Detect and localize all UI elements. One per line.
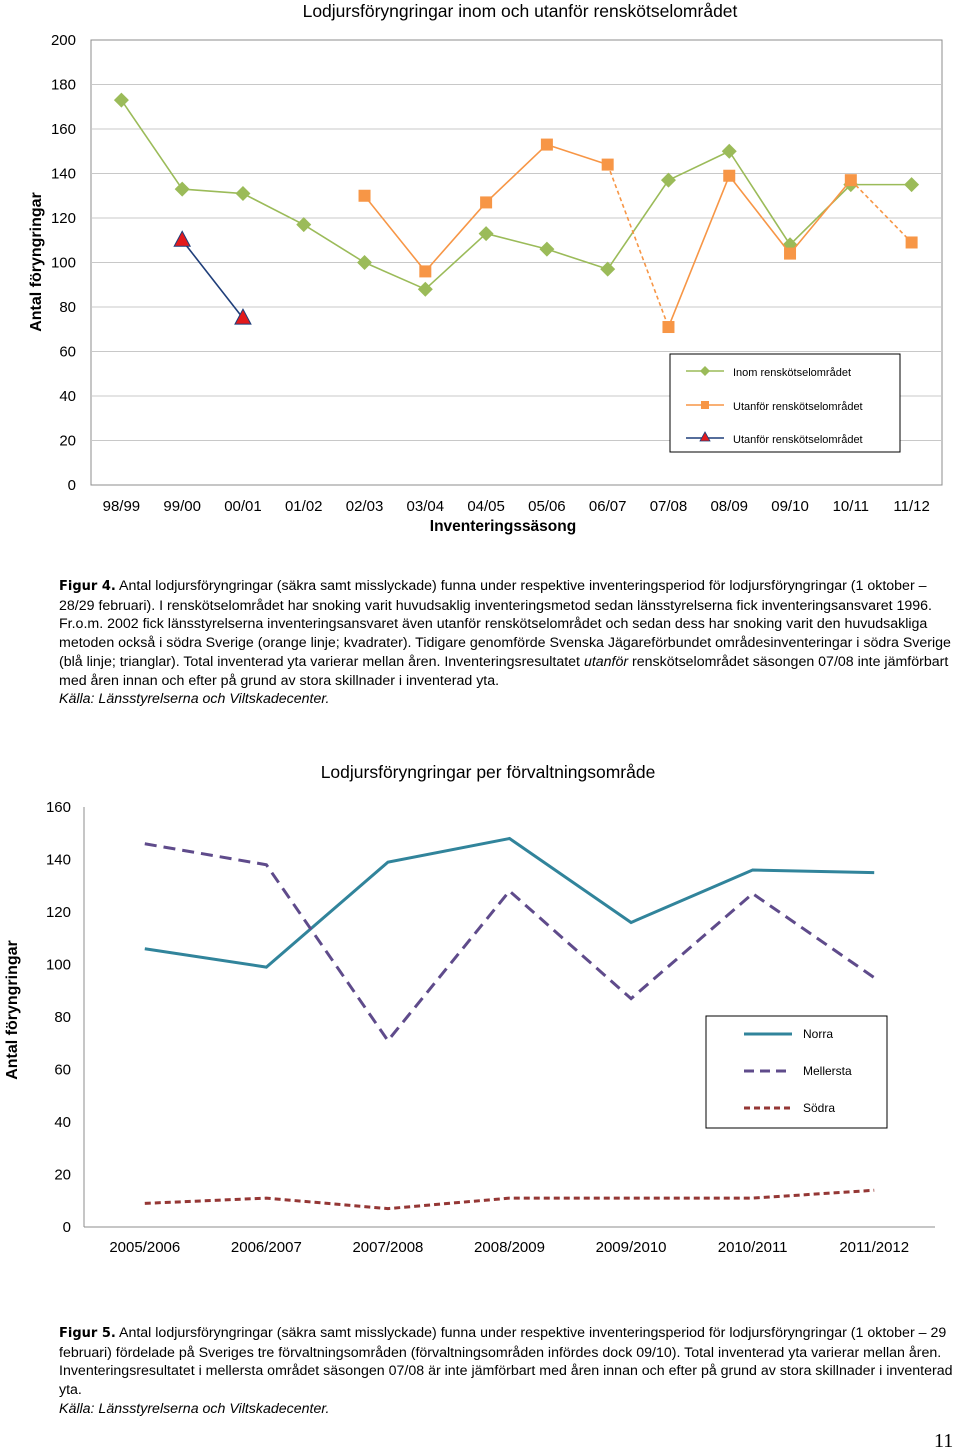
figure-5-caption: [59, 1324, 959, 1419]
series-line-segment: [486, 234, 547, 250]
data-point: [541, 139, 553, 151]
series-1: [359, 139, 918, 333]
chart1-y-tick-labels: [51, 32, 76, 494]
chart1-title: Lodjursföryngringar inom och utanför renskötselområdet: [302, 1, 738, 21]
x-tick-label: 10/11: [832, 498, 870, 515]
legend-label-utanfor-orange: Utanför renskötselområdet: [733, 401, 863, 413]
series-line-segment: [365, 196, 426, 272]
series-line-segment: [243, 194, 304, 225]
legend-label-norra: Norra: [803, 1027, 834, 1041]
chart1-x-tick-labels: [103, 498, 930, 515]
chart2-ylabel: Antal föryngringar: [4, 940, 21, 1080]
y-tick-label: 120: [50, 210, 76, 227]
chart2-title: Lodjursföryngringar per förvaltningsområde: [320, 762, 656, 782]
y-tick-label: 160: [45, 799, 71, 816]
y-tick-label: 180: [50, 76, 76, 94]
series-line-segment: [182, 189, 243, 193]
series-line-segment: [668, 176, 729, 327]
series-line-segment: [608, 165, 669, 327]
y-tick-label: 60: [59, 343, 76, 361]
figure-4-label: Figur 4.: [59, 579, 116, 594]
x-tick-label: 09/10: [771, 498, 809, 515]
data-point: [357, 255, 372, 270]
series-line-segment: [182, 240, 243, 318]
y-tick-label: 100: [50, 254, 76, 272]
x-tick-label: 2005/2006: [109, 1239, 181, 1256]
x-tick-label: 02/03: [345, 498, 384, 515]
x-tick-label: 08/09: [710, 498, 749, 515]
series-line-segment: [608, 180, 669, 269]
x-tick-label: 2009/2010: [595, 1239, 667, 1256]
series-line-segment: [790, 185, 851, 245]
y-tick-label: 40: [54, 1114, 71, 1131]
chart-lodjur-inom-utanfor: [0, 0, 960, 560]
data-point: [174, 231, 190, 246]
data-point: [723, 170, 735, 182]
data-point: [784, 248, 796, 260]
series-line-2: [145, 1190, 874, 1208]
data-point: [906, 236, 918, 248]
chart-lodjur-forvaltningsomrade: [0, 755, 960, 1315]
series-0: [114, 93, 919, 297]
page-number: 11: [934, 1430, 954, 1452]
series-line-segment: [365, 263, 426, 290]
chart2-legend-box: [706, 1016, 887, 1128]
data-point: [114, 93, 129, 108]
y-tick-label: 40: [59, 388, 76, 405]
figure-5-source: Källa: Länsstyrelserna och Viltskadecenter.: [59, 1400, 330, 1417]
x-tick-label: 98/99: [102, 498, 141, 515]
data-point: [845, 174, 857, 186]
data-point: [296, 217, 311, 232]
x-tick-label: 06/07: [588, 498, 627, 515]
y-tick-label: 0: [67, 477, 76, 494]
legend-label-inom: Inom renskötselområdet: [733, 367, 851, 379]
figure-4-text-after: renskötselområdet säsongen 07/08 inte jämförbart med åren innan och efter på grund av stora skillnader i inventerad yta.: [59, 653, 949, 689]
legend-marker-square: [701, 401, 709, 409]
series-line-1: [145, 844, 874, 1041]
data-point: [359, 190, 371, 202]
data-point: [602, 159, 614, 171]
series-line-segment: [121, 100, 182, 189]
data-point: [539, 242, 554, 257]
legend-label-mellersta: Mellersta: [803, 1064, 852, 1078]
y-tick-label: 20: [54, 1166, 71, 1184]
y-tick-label: 140: [50, 165, 76, 183]
series-line-segment: [851, 180, 912, 242]
x-tick-label: 00/01: [224, 498, 262, 515]
figure-4-text: Antal lodjursföryngringar (säkra samt misslyckade) funna under respektive inventeringsperiod för lodjursföryngringar (1 oktober – 28/29 februari). I renskötselområdet har snoking varit huvudsaklig inventeringsmetod sedan länsstyrelserna fick inventeringsansvaret 1996. Fr.o.m. 2002 fick länsstyrelserna inventeringsansvaret även utanför renskötselområdet och sedan dess har snoking varit den huvudsakliga metoden också i södra Sverige (orange linje; kvadrater). Tidigare genomförde Svenska Jägareförbundet områdesinventeringar i södra Sverige (blå linje; trianglar). Total inventerad yta varierar mellan åren. Inventeringsresultatet: [59, 578, 951, 670]
x-tick-label: 99/00: [163, 498, 201, 515]
series-line-segment: [547, 145, 608, 165]
chart2-x-tick-labels: [109, 1239, 909, 1256]
series-line-0: [145, 839, 874, 968]
x-tick-label: 2011/2012: [839, 1239, 910, 1256]
x-tick-label: 03/04: [406, 498, 445, 515]
data-point: [662, 321, 674, 333]
series-line-segment: [790, 180, 851, 253]
data-point: [661, 173, 676, 188]
x-tick-label: 05/06: [528, 498, 566, 515]
figure-4-emphasis: utanför: [583, 653, 629, 670]
chart2-y-tick-labels: [46, 799, 71, 1236]
data-point: [600, 262, 615, 277]
chart2-legend: [706, 1016, 887, 1128]
x-tick-label: 2010/2011: [717, 1239, 788, 1256]
figure-4-caption: [59, 577, 959, 709]
x-tick-label: 11/12: [893, 498, 930, 515]
data-point: [722, 144, 737, 159]
legend-label-utanfor-blue: Utanför renskötselområdet: [733, 434, 863, 446]
y-tick-label: 160: [50, 121, 76, 138]
legend-label-sodra: Södra: [803, 1101, 836, 1115]
x-tick-label: 2007/2008: [352, 1239, 424, 1256]
series-2: [174, 231, 251, 324]
x-tick-label: 04/05: [467, 498, 505, 515]
chart1-ylabel: Antal föryngringar: [28, 192, 45, 332]
figure-5-text: Antal lodjursföryngringar (säkra samt misslyckade) funna under respektive inventeringsperiod för lodjursföryngringar (1 oktober – 29 februari) fördelade på Sveriges tre förvaltningsområden (förvaltningsområden infördes dock 09/10). Total inventerad yta varierar mellan åren. Inventeringsresultatet i mellersta området säsongen 07/08 är inte jämförbart med åren innan och efter på grund av stora skillnader i inventerad yta.: [59, 1325, 953, 1399]
series-line-segment: [668, 151, 729, 180]
y-tick-label: 60: [54, 1061, 71, 1079]
y-tick-label: 80: [54, 1009, 71, 1026]
data-point: [480, 196, 492, 208]
series-line-segment: [729, 176, 790, 254]
data-point: [904, 177, 919, 192]
series-line-segment: [304, 225, 365, 263]
x-tick-label: 07/08: [649, 498, 688, 515]
y-tick-label: 80: [59, 299, 76, 316]
figure-5-label: Figur 5.: [59, 1326, 116, 1341]
y-tick-label: 20: [59, 432, 76, 450]
data-point: [419, 265, 431, 277]
x-tick-label: 2006/2007: [230, 1239, 302, 1256]
figure-4-source: Källa: Länsstyrelserna och Viltskadecenter.: [59, 691, 330, 708]
y-tick-label: 120: [45, 904, 71, 921]
chart1-legend: [670, 354, 900, 452]
y-tick-label: 200: [50, 32, 76, 49]
chart1-xlabel: Inventeringssäsong: [429, 518, 577, 535]
x-tick-label: 01/02: [284, 498, 323, 515]
y-tick-label: 100: [45, 956, 71, 974]
y-tick-label: 0: [62, 1219, 71, 1236]
data-point: [175, 182, 190, 197]
y-tick-label: 140: [45, 851, 71, 869]
series-line-segment: [729, 151, 790, 244]
data-point: [235, 186, 250, 201]
x-tick-label: 2008/2009: [474, 1239, 545, 1256]
series-line-segment: [547, 249, 608, 269]
